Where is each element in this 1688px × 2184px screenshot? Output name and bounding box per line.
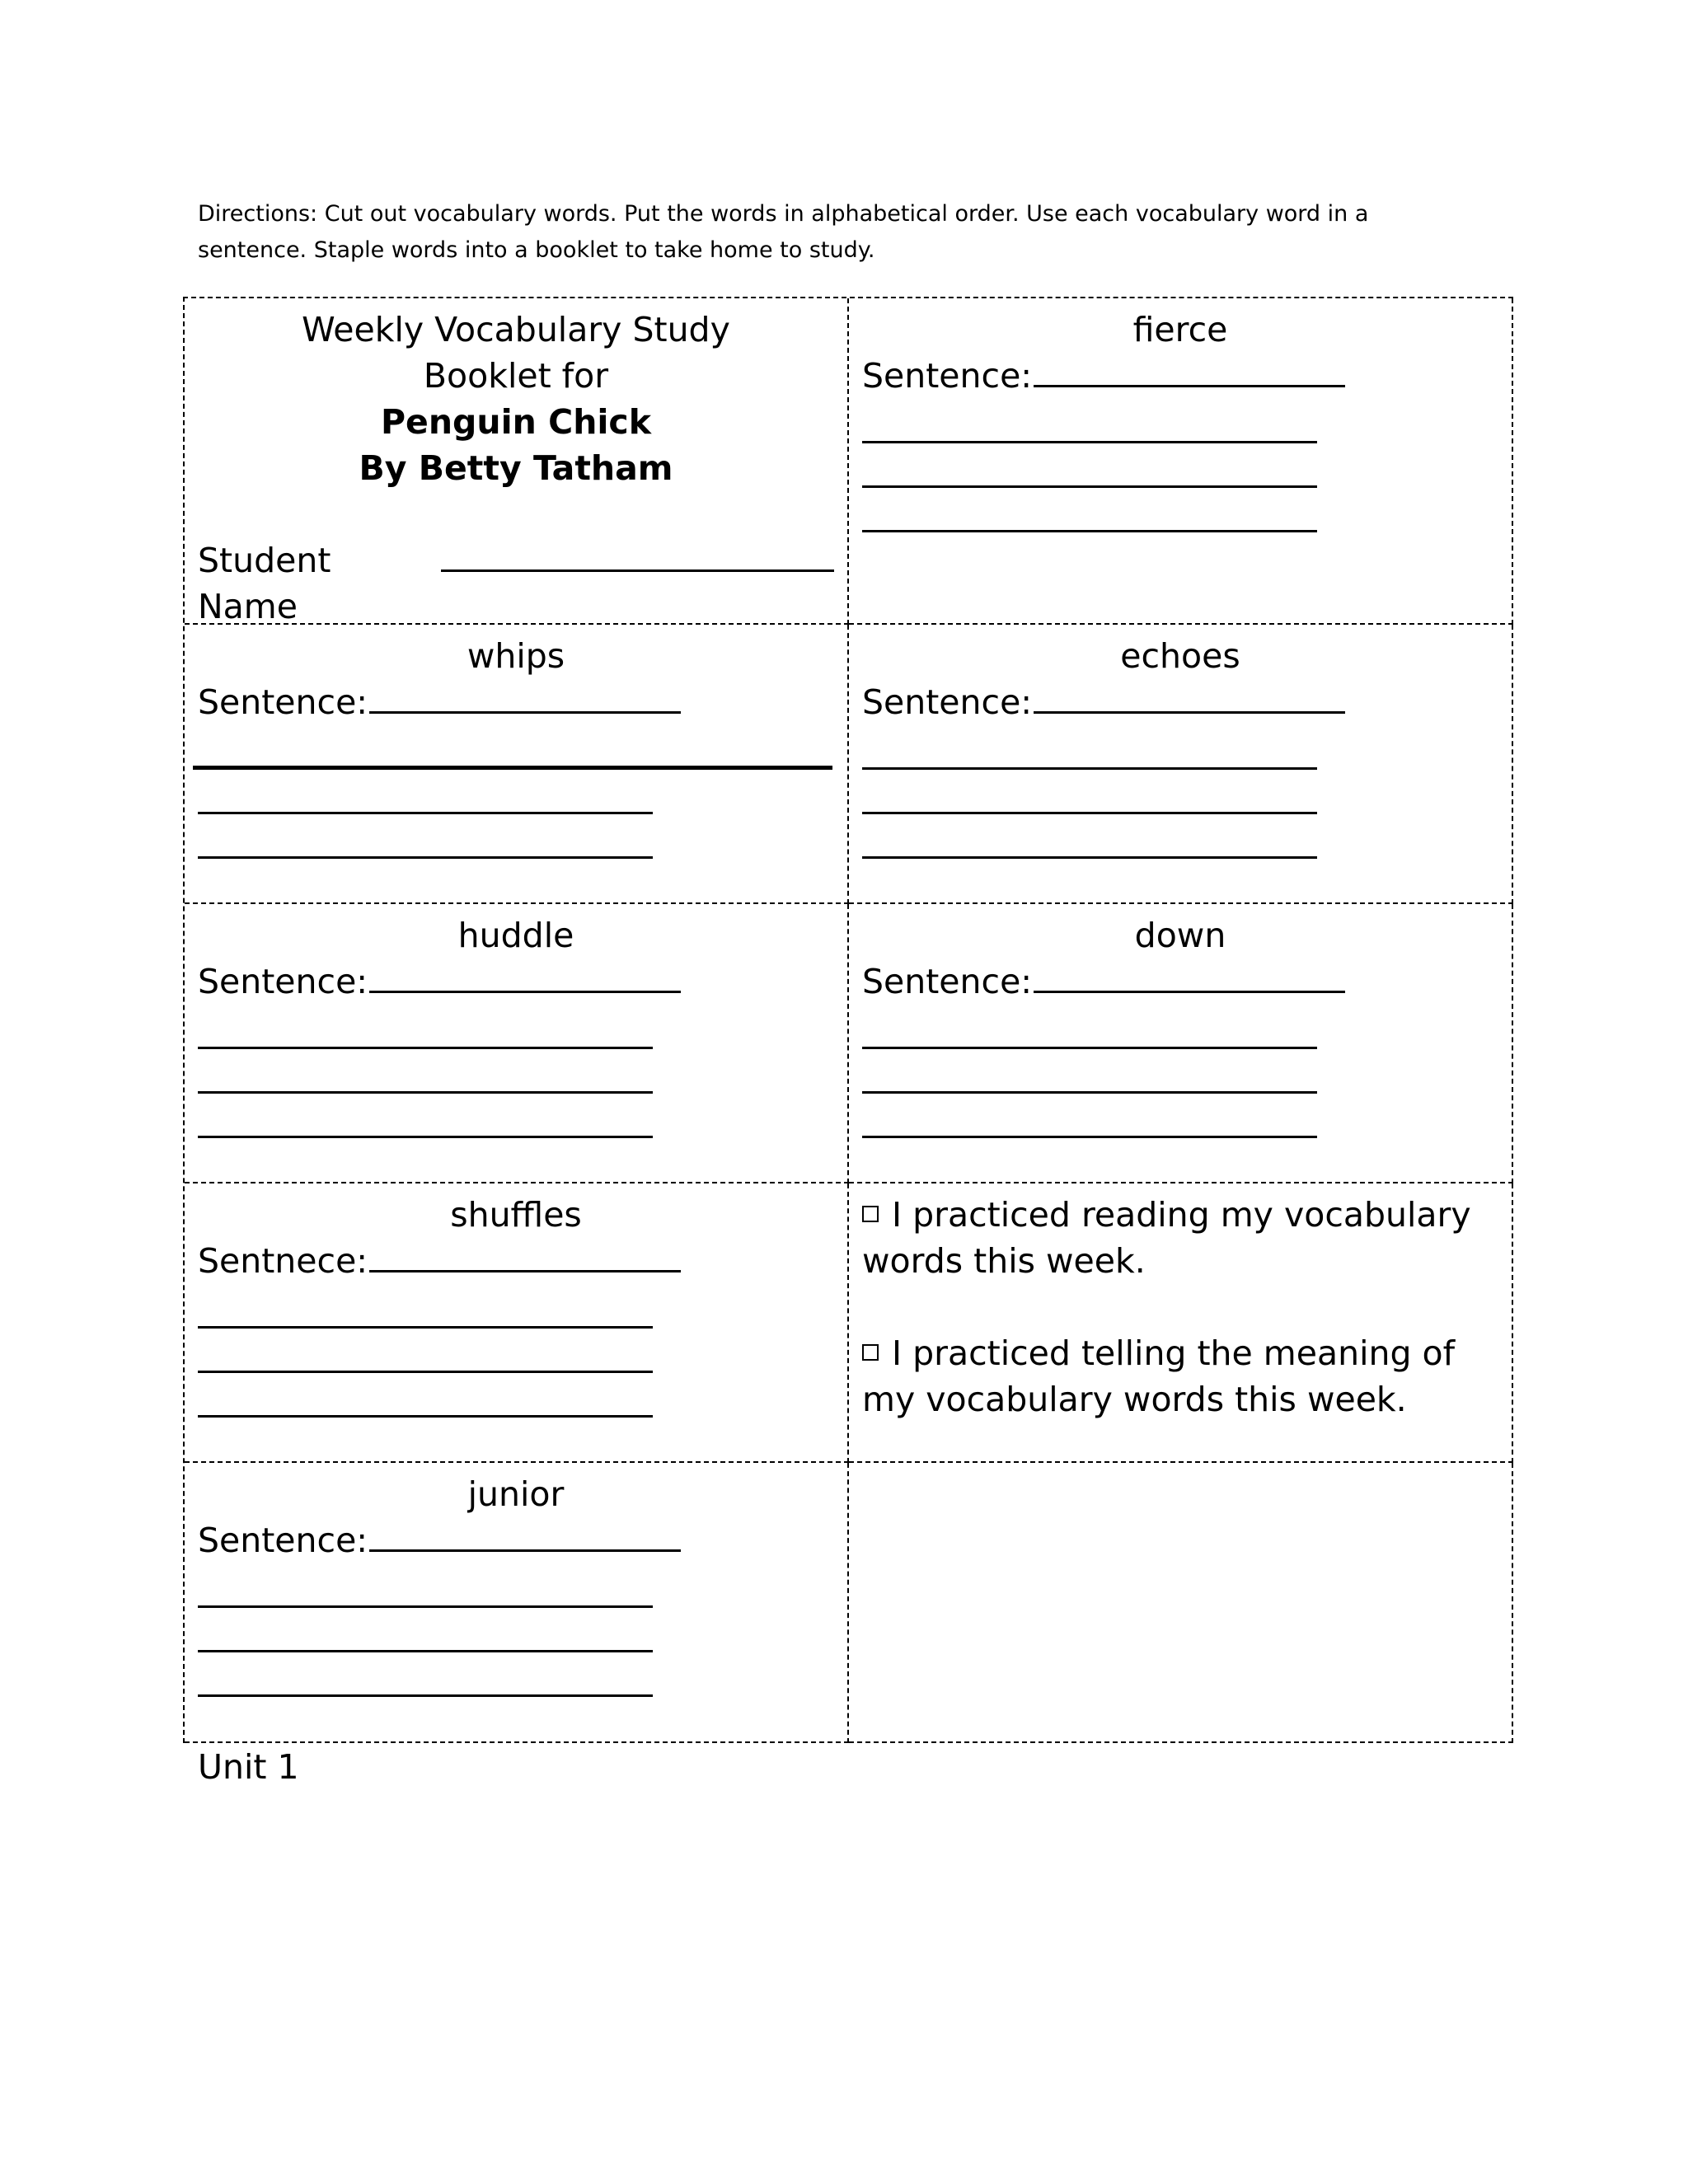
sentence-row — [198, 1517, 834, 1563]
sentence-row — [198, 958, 834, 1005]
empty-card — [849, 1463, 1513, 1743]
checkbox-icon[interactable] — [862, 1344, 879, 1361]
student-name-blank[interactable] — [441, 540, 834, 572]
vocabulary-booklet-grid — [183, 297, 1513, 1743]
writing-line[interactable] — [862, 488, 1317, 532]
vocab-word: fierce — [1132, 310, 1228, 349]
sentence-row — [862, 679, 1498, 725]
writing-line[interactable] — [862, 1005, 1317, 1049]
writing-line[interactable] — [198, 1329, 653, 1373]
word-card-echoes — [849, 625, 1513, 904]
cover-card — [185, 298, 849, 625]
writing-line[interactable] — [198, 1005, 653, 1049]
writing-line[interactable] — [862, 814, 1317, 859]
sentence-row — [198, 679, 834, 725]
book-author: By Betty Tatham — [359, 448, 673, 488]
writing-line[interactable] — [862, 443, 1317, 488]
sentence-label: Sentence: — [198, 682, 368, 722]
sentence-label: Sentence: — [198, 1521, 368, 1560]
sentence-label: Sentence: — [862, 356, 1033, 396]
checklist-text: I practiced telling the meaning of my vocabulary words this week. — [862, 1333, 1456, 1419]
sentence-blank[interactable] — [1034, 682, 1345, 714]
cover-title-line1: Weekly Vocabulary Study — [302, 310, 730, 349]
word-card-huddle — [185, 904, 849, 1183]
sentence-blank[interactable] — [369, 682, 681, 714]
sentence-label: Sentnece: — [198, 1241, 368, 1281]
unit-label: Unit 1 — [198, 1747, 299, 1787]
writing-line[interactable] — [198, 1094, 653, 1138]
vocab-word: down — [1134, 916, 1226, 955]
writing-line[interactable] — [862, 399, 1317, 443]
cover-title-line2: Booklet for — [423, 356, 609, 396]
sentence-row — [198, 1238, 834, 1284]
book-title: Penguin Chick — [381, 402, 651, 442]
writing-line[interactable] — [193, 725, 832, 770]
word-card-down — [849, 904, 1513, 1183]
checklist-item-reading[interactable] — [862, 1192, 1498, 1284]
sentence-label: Sentence: — [198, 962, 368, 1001]
directions-text: Directions: Cut out vocabulary words. Put the words in alphabetical order. Use each vocabulary word in a sentence. Staple words into a booklet to take home to study. — [198, 201, 1369, 263]
vocab-word: shuffles — [450, 1195, 582, 1235]
checklist-item-meaning[interactable] — [862, 1330, 1498, 1422]
word-card-fierce — [849, 298, 1513, 625]
writing-line[interactable] — [862, 725, 1317, 770]
vocab-word: echoes — [1120, 636, 1240, 676]
writing-line[interactable] — [862, 770, 1317, 814]
writing-line[interactable] — [862, 1049, 1317, 1094]
word-card-junior — [185, 1463, 849, 1743]
vocab-word: whips — [467, 636, 565, 676]
writing-line[interactable] — [198, 814, 653, 859]
writing-line[interactable] — [862, 1094, 1317, 1138]
word-card-whips — [185, 625, 849, 904]
vocab-word: junior — [467, 1474, 565, 1514]
practice-checklist — [849, 1183, 1513, 1463]
word-card-shuffles — [185, 1183, 849, 1463]
writing-line[interactable] — [198, 1608, 653, 1652]
student-name-label: Student Name — [198, 541, 331, 626]
checkbox-icon[interactable] — [862, 1206, 879, 1222]
vocab-word: huddle — [457, 916, 574, 955]
writing-line[interactable] — [198, 1652, 653, 1697]
writing-line[interactable] — [198, 1284, 653, 1329]
sentence-label: Sentence: — [862, 682, 1033, 722]
sentence-blank[interactable] — [1034, 355, 1345, 387]
sentence-blank[interactable] — [369, 1520, 681, 1552]
writing-line[interactable] — [198, 1373, 653, 1418]
writing-line[interactable] — [198, 1563, 653, 1608]
writing-line[interactable] — [198, 770, 653, 814]
checklist-text: I practiced reading my vocabulary words this week. — [862, 1195, 1471, 1281]
student-name-row — [198, 537, 834, 626]
writing-line[interactable] — [198, 1049, 653, 1094]
sentence-label: Sentence: — [862, 962, 1033, 1001]
sentence-row — [862, 958, 1498, 1005]
sentence-blank[interactable] — [1034, 961, 1345, 993]
sentence-row — [862, 353, 1498, 399]
sentence-blank[interactable] — [369, 961, 681, 993]
sentence-blank[interactable] — [369, 1240, 681, 1272]
